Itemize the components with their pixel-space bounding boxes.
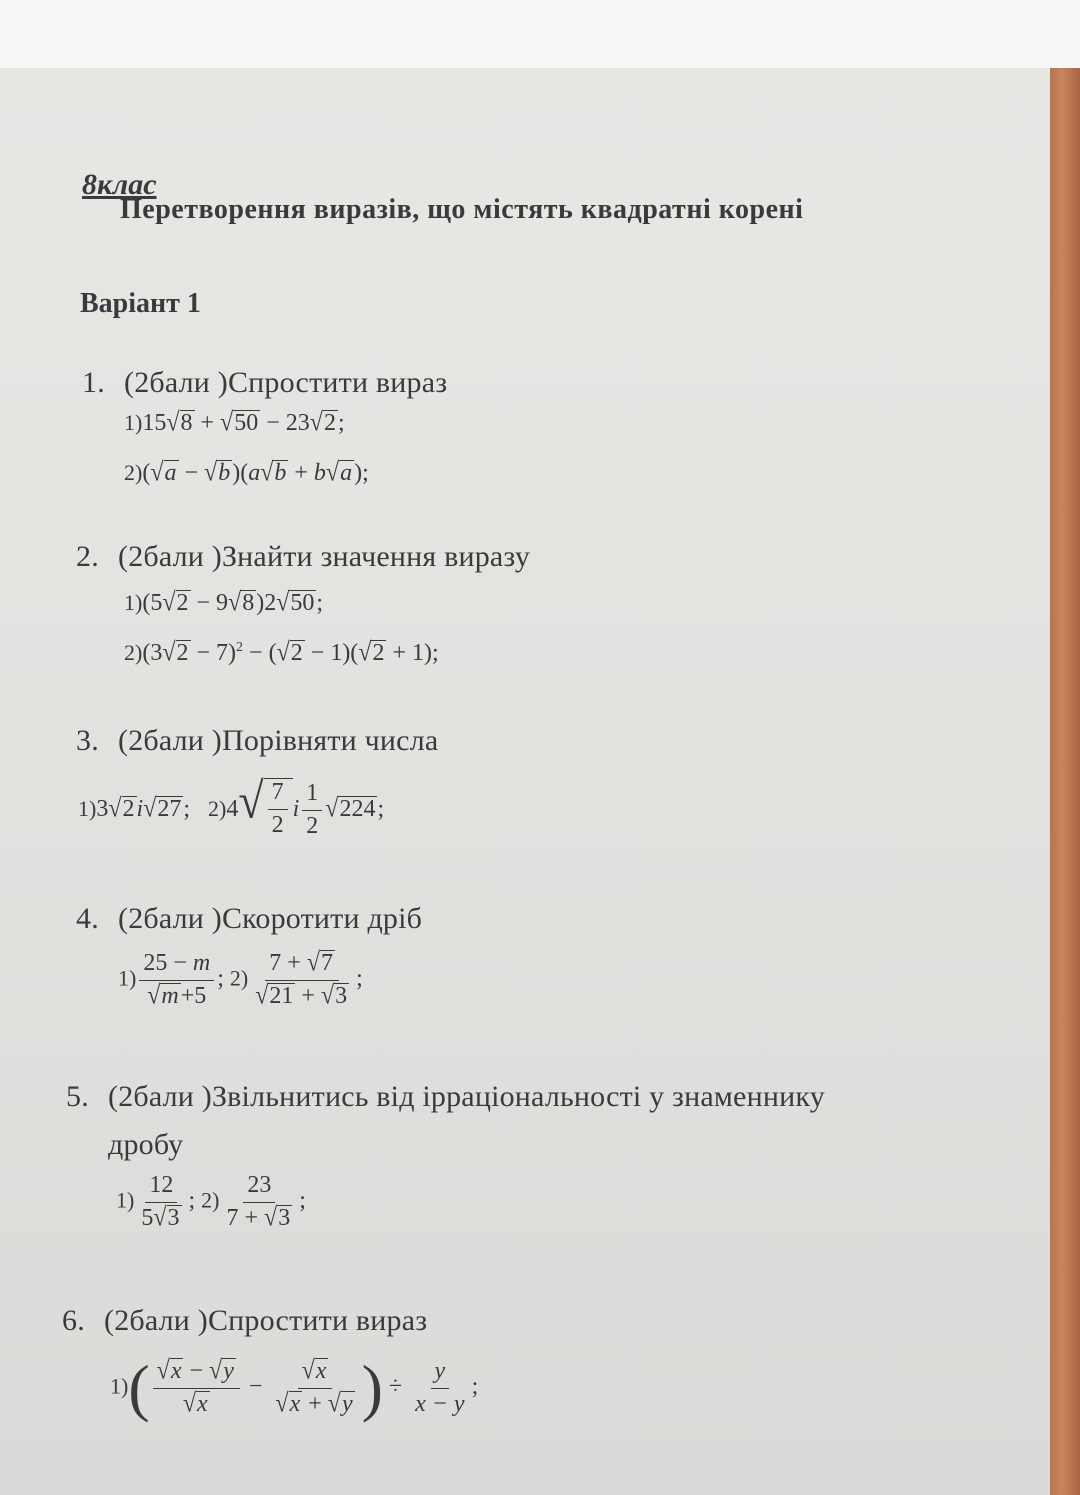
task-2-heading: 2. (2бали )Знайти значення виразу: [76, 540, 531, 573]
topic-title: Перетворення виразів, що містять квадратні корені: [120, 194, 804, 225]
task-1-item-2: 2)( √ a − √ b )(a √ b + b √ a );: [124, 458, 369, 488]
task-2-item-1: 1)(5 √ 2 − 9 √ 8 )2 √ 50 ;: [124, 588, 324, 618]
task-3-heading: 3. (2бали )Порівняти числа: [76, 724, 439, 757]
task-5-items: 1) 12 5 √ 3 ; 2) 23 7 + √ 3 ;: [116, 1172, 306, 1232]
table-edge: [1050, 68, 1080, 1495]
task-2-item-2: 2)(3 √ 2 − 7)$^2$ − ( √ 2 − 1)( √ 2 + 1);: [124, 638, 439, 668]
task-5-heading: 5. (2бали )Звільнитись від ірраціональності у знаменнику: [66, 1080, 825, 1113]
task-1-item-1: 1)15 √ 8 + √ 50 − 23 √ 2 ;: [124, 408, 345, 438]
task-4-heading: 4. (2бали )Скоротити дріб: [76, 902, 423, 935]
task-6-heading: 6. (2бали )Спростити вираз: [62, 1304, 428, 1337]
variant-label: Варіант 1: [80, 288, 201, 319]
task-6-item-1: 1)( √ x − √ y √ x − √ x √ x + √ y ) ÷ $\frac{y}{x - y}$ ;: [110, 1352, 479, 1423]
grade-label: 8клас: [82, 168, 157, 201]
task-4-items: 1) 25 − m √ m +5 ; 2) 7 + √ 7 √ 21 + √ 3 ;: [118, 948, 363, 1010]
task-3-items: 1)3 √ 2 і √ 27 ; 2)4 √ $\frac{7}{2}$ і $\frac{1}{2}$ √ 224 ;: [78, 772, 385, 839]
task-5-heading-continuation: дробу: [108, 1128, 184, 1161]
task-1-heading: 1. (2бали )Спростити вираз: [82, 366, 448, 399]
top-background: [0, 0, 1080, 68]
